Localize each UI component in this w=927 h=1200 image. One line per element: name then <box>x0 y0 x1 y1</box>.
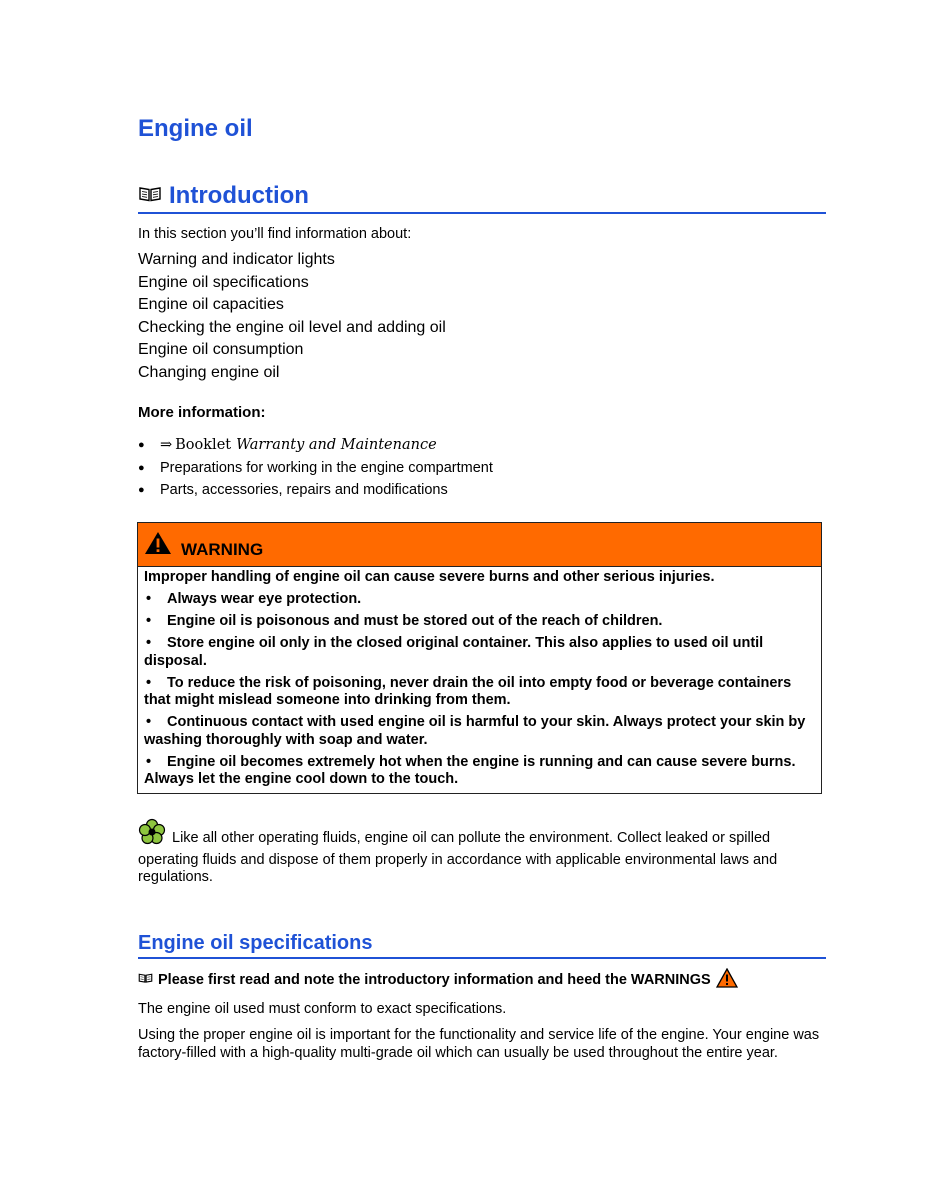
warning-item-text: Always wear eye protection. <box>167 591 362 607</box>
specs-paragraph-1: The engine oil used must conform to exact specifications. <box>138 1001 507 1017</box>
book-icon <box>138 972 153 988</box>
warning-item-text: To reduce the risk of poisoning, never drain the oil into empty food or beverage containers that might mislead someone into drinking from them. <box>144 674 792 708</box>
warning-item-text: Engine oil becomes extremely hot when the engine is running and can cause severe burns. Always let the engine cool down to the touch. <box>144 753 796 787</box>
bullet: • <box>146 591 152 607</box>
warning-item <box>144 635 815 670</box>
environment-flower-icon <box>138 818 166 852</box>
bullet: • <box>146 753 152 770</box>
warning-item-text: Engine oil is poisonous and must be stored out of the reach of children. <box>167 613 663 629</box>
warning-item <box>144 591 815 609</box>
more-info-item[interactable] <box>138 434 493 457</box>
warning-triangle-icon <box>144 531 172 560</box>
read-note-text: Please first read and note the introductory information and heed the WARNINGS <box>158 972 711 988</box>
topic-item[interactable]: Engine oil consumption <box>138 341 304 359</box>
warning-box <box>137 522 822 794</box>
environment-note <box>138 818 824 887</box>
arrow-icon: ⇒ <box>160 437 173 453</box>
bullet: ● <box>138 484 145 497</box>
warning-triangle-icon[interactable] <box>716 968 738 992</box>
more-info-item[interactable] <box>138 457 493 480</box>
warning-body <box>138 567 821 795</box>
read-note <box>138 968 738 992</box>
more-info-text: Parts, accessories, repairs and modifications <box>160 482 448 499</box>
bullet: ● <box>138 439 145 451</box>
more-info-item[interactable] <box>138 479 493 502</box>
warning-item <box>144 754 815 789</box>
introduction-heading <box>138 180 826 214</box>
book-icon <box>138 185 162 208</box>
topic-item[interactable]: Checking the engine oil level and adding oil <box>138 318 446 336</box>
bullet: • <box>146 674 152 691</box>
specifications-title: Engine oil specifications <box>138 932 373 954</box>
topic-item[interactable]: Warning and indicator lights <box>138 251 335 268</box>
booklet-prefix: Booklet <box>175 437 232 453</box>
bullet: • <box>146 613 152 629</box>
specs-paragraph-2: Using the proper engine oil is important for the functionality and service life of the engine. Your engine was factory-filled with a high-quality multi-grade oil which can usually be used throughout the entire year. <box>138 1027 820 1061</box>
more-info-list <box>138 434 493 502</box>
intro-lead: In this section you’ll find information about: <box>138 226 412 242</box>
warning-item <box>144 714 815 749</box>
more-info-text: Preparations for working in the engine compartment <box>160 459 493 476</box>
topic-item[interactable]: Changing engine oil <box>138 363 280 381</box>
topic-item[interactable]: Engine oil specifications <box>138 273 309 291</box>
warning-item-text: Continuous contact with used engine oil is harmful to your skin. Always protect your skin by washing thoroughly with soap and water. <box>144 714 806 748</box>
introduction-title: Introduction <box>169 182 309 209</box>
environment-text: Like all other operating fluids, engine oil can pollute the environment. Collect leaked or spilled operating fluids and dispose of them properly in accordance with applicable environmental laws and regulations. <box>138 830 778 885</box>
warning-intro: Improper handling of engine oil can cause severe burns and other serious injuries. <box>144 569 715 585</box>
warning-label: WARNING <box>181 540 264 559</box>
warning-header <box>138 523 821 567</box>
booklet-title: Warranty and Maintenance <box>236 437 437 453</box>
topic-item[interactable]: Engine oil capacities <box>138 296 284 314</box>
specifications-heading <box>138 930 826 959</box>
bullet: • <box>146 714 152 730</box>
bullet: • <box>146 635 152 651</box>
bullet: ● <box>138 461 145 474</box>
warning-item <box>144 675 815 710</box>
warning-item <box>144 613 815 631</box>
page-title: Engine oil <box>138 115 253 142</box>
topic-list <box>138 249 446 385</box>
more-info-title: More information: <box>138 404 266 421</box>
warning-item-text: Store engine oil only in the closed original container. This also applies to used oil until disposal. <box>144 635 764 669</box>
